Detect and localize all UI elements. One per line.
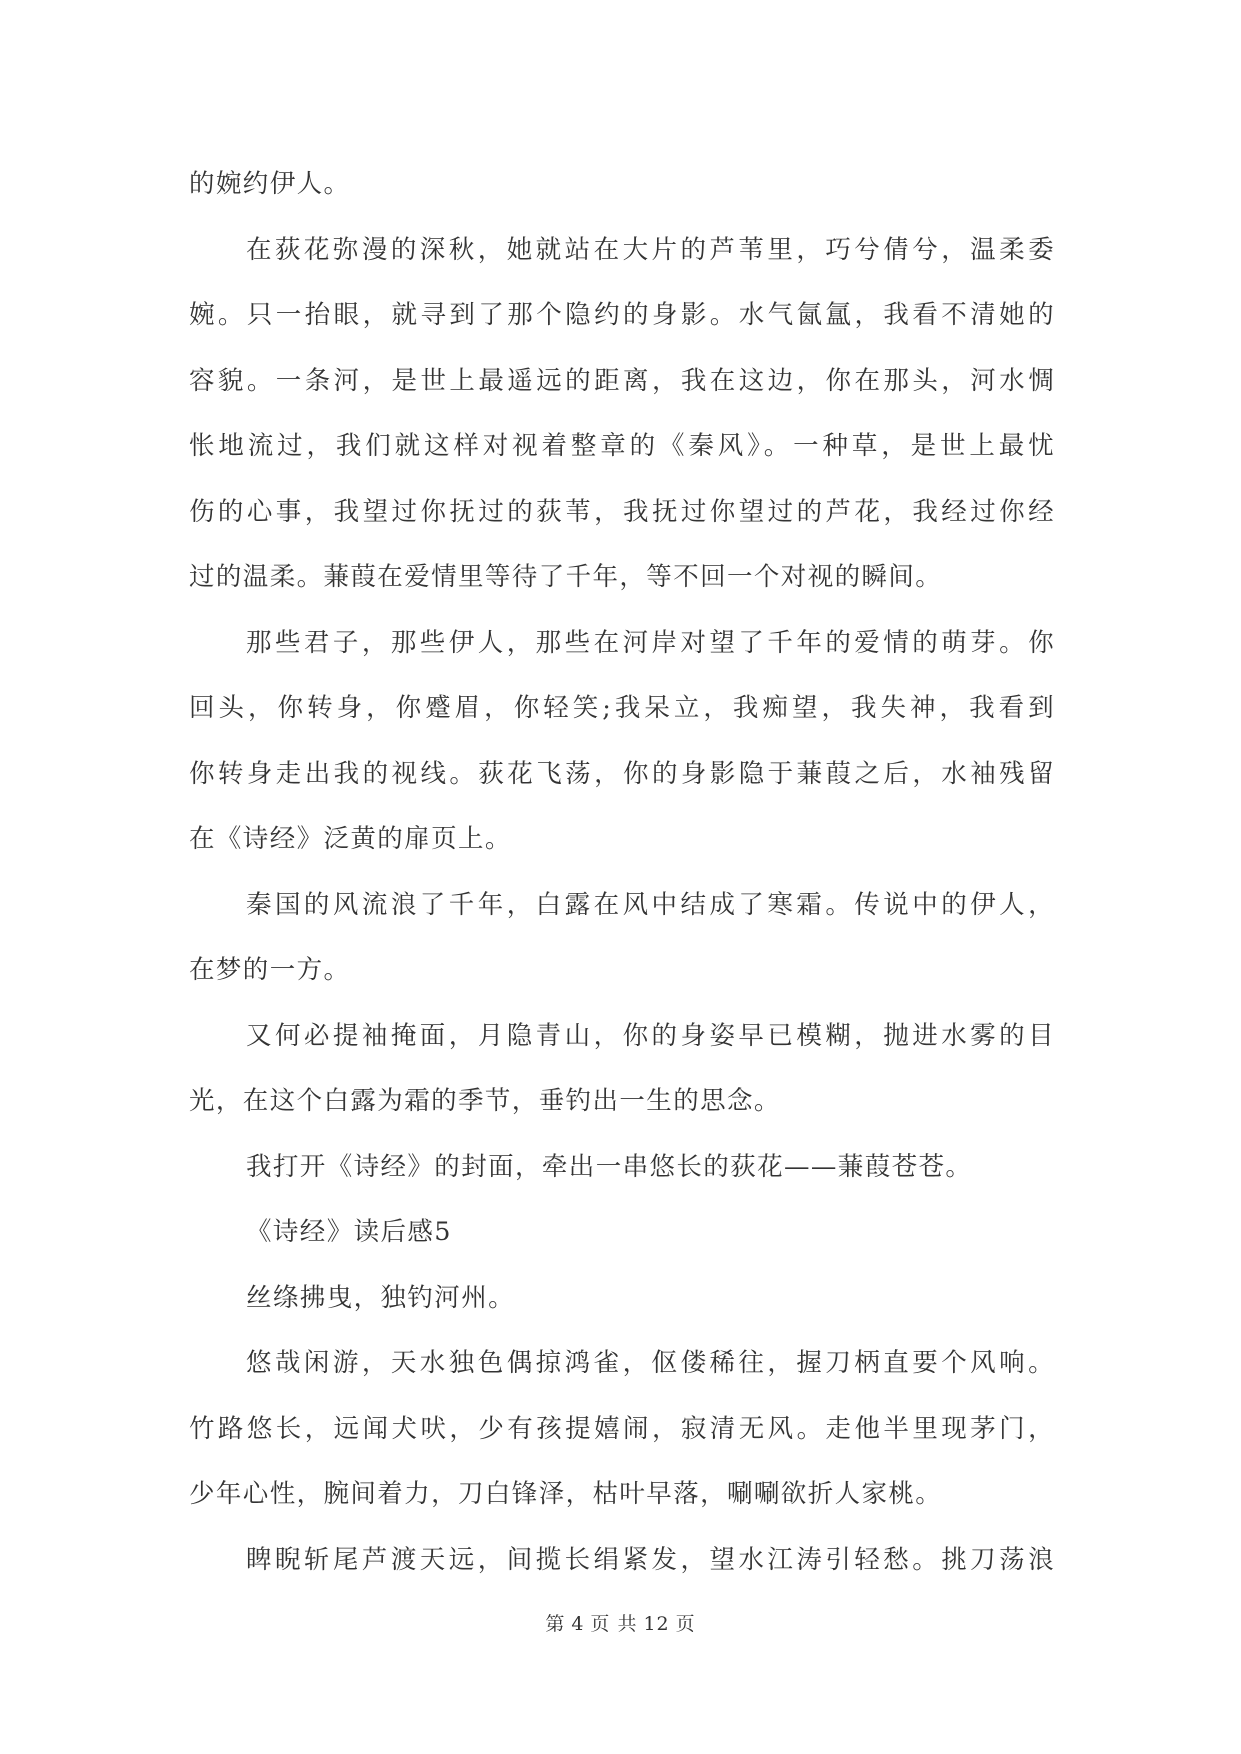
text-line: 在《诗经》泛黄的扉页上。 [189,824,512,854]
text-line: 悠哉闲游，天水独色偶掠鸿雀，伛偻稀往，握刀柄直要个风响。 [246,1348,1055,1378]
text-line: 回头，你转身，你蹙眉，你轻笑;我呆立，我痴望，我失神，我看到 [189,693,1055,723]
footer-middle: 页 共 [590,1613,638,1635]
text-line: 怅地流过，我们就这样对视着整章的《秦风》。一种草，是世上最忧 [189,431,1055,461]
text-line: 婉。只一抬眼，就寻到了那个隐约的身影。水气氤氲，我看不清她的 [189,300,1055,330]
text-line: 过的温柔。蒹葭在爱情里等待了千年，等不回一个对视的瞬间。 [189,562,943,592]
footer-suffix: 页 [675,1613,696,1635]
text-line: 睥睨斩尾芦渡天远，间揽长绢紧发，望水江涛引轻愁。挑刀荡浪 [246,1544,1055,1575]
text-line: 你转身走出我的视线。荻花飞荡，你的身影隐于蒹葭之后，水袖残留 [189,758,1055,789]
text-line: 少年心性，腕间着力，刀白锋泽，枯叶早落，唰唰欲折人家桃。 [189,1479,943,1509]
text-line: 丝绦拂曳，独钓河州。 [246,1282,516,1313]
footer-prefix: 第 [545,1613,566,1635]
text-line: 《诗经》读后感5 [246,1217,452,1247]
text-line: 伤的心事，我望过你抚过的荻苇，我抚过你望过的芦花，我经过你经 [189,496,1055,527]
text-line: 在荻花弥漫的深秋，她就站在大片的芦苇里，巧兮倩兮，温柔委 [246,234,1055,265]
text-line: 竹路悠长，远闻犬吠，少有孩提嬉闹，寂清无风。走他半里现茅门， [189,1413,1055,1444]
text-line: 容貌。一条河，是世上最遥远的距离，我在这边，你在那头，河水惆 [189,365,1055,396]
text-line: 的婉约伊人。 [189,169,351,199]
text-line: 在梦的一方。 [189,955,351,985]
text-line: 我打开《诗经》的封面，牵出一串悠长的荻花——蒹葭苍苍。 [246,1151,973,1182]
footer-total-pages: 12 [643,1613,670,1635]
footer-page-number: 4 [571,1613,585,1635]
page-footer [0,1609,1241,1636]
text-line: 光，在这个白露为霜的季节，垂钓出一生的思念。 [189,1086,781,1116]
text-line: 秦国的风流浪了千年，白露在风中结成了寒霜。传说中的伊人， [246,889,1055,920]
text-line: 那些君子，那些伊人，那些在河岸对望了千年的爱情的萌芽。你 [246,627,1055,658]
body-text [189,152,1055,1593]
text-line: 又何必提袖掩面，月隐青山，你的身姿早已模糊，抛进水雾的目 [246,1020,1055,1051]
